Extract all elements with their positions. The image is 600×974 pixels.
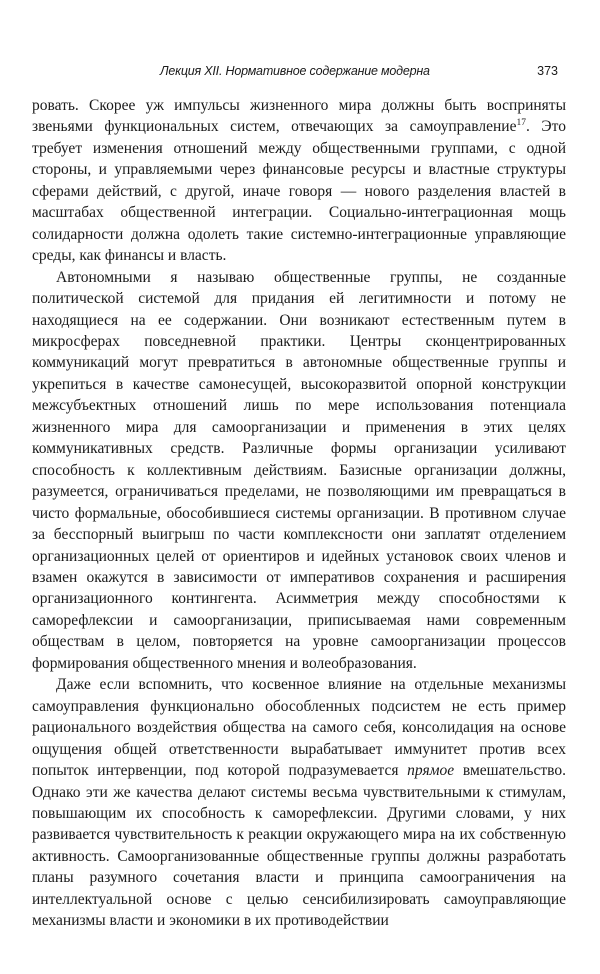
footnote-reference[interactable]: 17: [516, 118, 526, 129]
paragraph-text: ровать. Скорее уж импульсы жизненного мира должны быть восприняты звеньями функциональных систем, отвечающих за самоуправление: [32, 97, 566, 136]
page-number: 373: [537, 64, 558, 78]
paragraph-text: . Это требует изменения отношений между общественными группами, с одной стороны, и управляемыми через финансовые ресурсы и властные структуры сферами действий, с другой, иначе говоря — нового разделения властей в масштабах общественной интеграции. Социально-интеграционная мощь солидарности должна одолеть такие системно-интеграционные управляющие среды, как финансы и власть.: [32, 118, 566, 265]
paragraph: Автономными я называю общественные группы, не созданные политической системой для придания ей легитимности и потому не находящиеся на ее содержании. Они возникают естественным путем в микросферах повседневной практики. Центры сконцентрированных коммуникаций могут превратиться в автономные общественные группы и укрепиться в качестве самонесущей, высокоразвитой опорной конструкции межсубъектных отношений лишь по мере использования потенциала жизненного мира для самоорганизации и применения в этих целях коммуникативных средств. Различные формы организации усиливают способность к коллективным действиям. Базисные организации должны, разумеется, ограничиваться пределами, не позволяющими им превращаться в чисто формальные, обособившиеся системы организации. В противном случае за бесспорный выигрыш по части комплексности они заплатят отделением организационных целей от ориентиров и идейных установок своих членов и взамен окажутся в зависимости от императивов сохранения и расширения организационного контингента. Асимметрия между способностями к саморефлексии и самоорганизации, приписываемая нами современным обществам в целом, повторяется на уровне самоорганизации процессов формирования общественного мнения и волеобразования.: [32, 268, 566, 672]
running-title: Лекция XII. Нормативное содержание модерна: [160, 64, 430, 78]
paragraph-text: Даже если вспомнить, что косвенное влияние на отдельные механизмы самоуправления функционально обособленных подсистем не есть пример рационального воздействия общества на самого себя, консолидация на основе ощущения общей ответственности вырабатывает иммунитет против всех попыток интервенции, под которой подразумевается: [32, 676, 566, 780]
body-text: [32, 95, 566, 932]
paragraph-text: вмешательство. Однако эти же качества делают системы весьма чувствительными к стимулам, повышающим их способность к саморефлексии. Другими словами, у них развивается чувствительность к реакции окружающего мира на их собственную активность. Самоорганизованные общественные группы должны разработать планы разумного сочетания власти и принципа самоограничения на интеллектуальной основе с целью сенсибилизировать самоуправляющие механизмы власти и экономики в их противодействии: [32, 762, 566, 930]
paragraph: [32, 674, 566, 931]
emphasized-word: прямое: [407, 762, 455, 780]
paragraph: [32, 95, 566, 267]
